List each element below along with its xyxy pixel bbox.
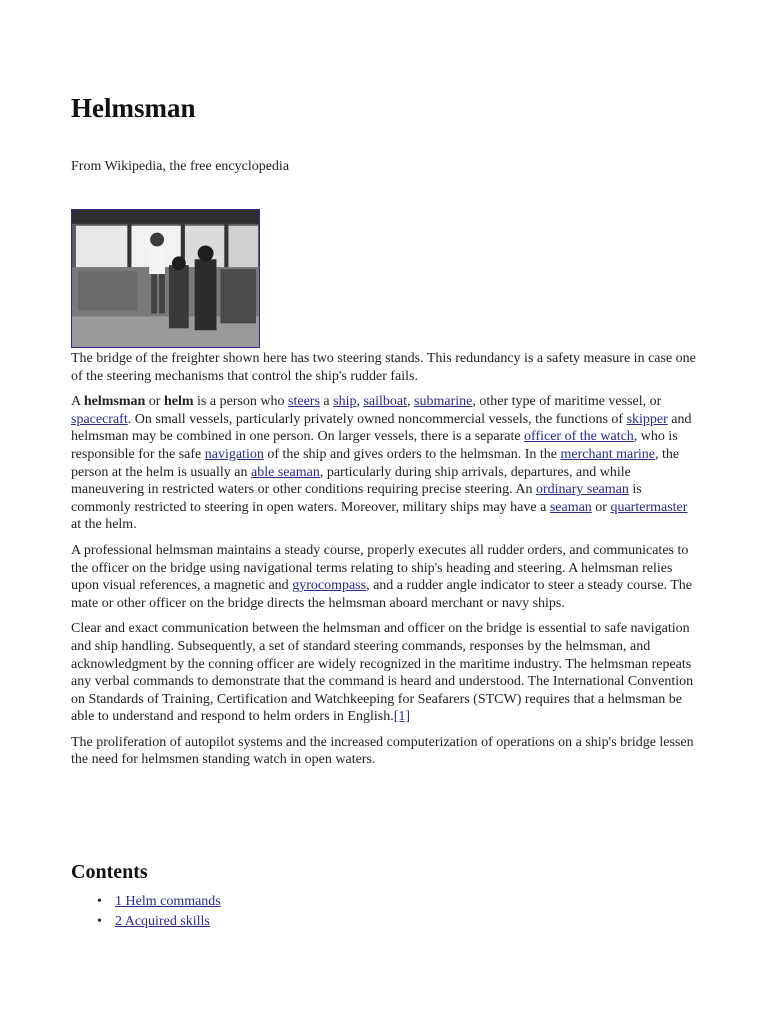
paragraph-autopilot: The proliferation of autopilot systems and the increased computerization of operations on a ship's bridge lessen the need for helmsmen standing watch in open waters. [71,734,694,768]
bridge-photo-image [72,210,259,347]
link-gyrocompass[interactable]: gyrocompass [292,578,367,594]
link-submarine[interactable]: submarine [414,394,473,410]
toc-item [71,912,221,932]
paragraph-intro: A helmsman or helm is a person who steers a ship, sailboat, submarine, other type of maritime vessel, or spacecraft. On small vessels, particularly privately owned noncommercial vessels, the functions of skipper and helmsman may be combined in one person. On larger vessels, there is a separate officer of the watch, who is responsible for the safe navigation of the ship and gives orders to the helmsman. In the merchant marine, the person at the helm is usually an able seaman, particularly during ship arrivals, departures, and while maneuvering in restricted waters or other conditions requiring precise steering. An ordinary seaman is commonly restricted to steering in open waters. Moreover, military ships may have a seaman or quartermaster at the helm. [71,394,692,533]
link-skipper[interactable]: skipper [626,411,668,427]
page-subtitle: From Wikipedia, the free encyclopedia [71,159,290,174]
toc-link-helm-commands[interactable]: 1 Helm commands [115,894,221,909]
link-able-seaman[interactable]: able seaman [251,464,320,480]
bold-term: helmsman [83,394,146,410]
paragraph-communication: Clear and exact communication between the helmsman and officer on the bridge is essential to safe navigation and ship handling. Subsequently, a set of standard steering commands, responses by the helmsman, and acknowledgment by the conning officer are widely recognized in the maritime industry. The helmsman repeats any verbal commands to demonstrate that the command is heard and understood. The International Convention on Standards of Training, Certification and Watchkeeping for Seafarers (STCW) requires that a helmsman be able to understand and respond to helm orders in English.[1] [71,621,694,725]
table-of-contents [71,892,221,932]
link-sailboat[interactable]: sailboat [363,394,408,410]
link-seaman[interactable]: seaman [549,499,592,515]
link-steers[interactable]: steers [288,394,320,410]
toc-link-acquired-skills[interactable]: 2 Acquired skills [115,914,210,929]
toc-item [71,892,221,912]
article-body [71,350,699,777]
figure-caption: The bridge of the freighter shown here has two steering stands. This redundancy is a safety measure in case one of the steering mechanisms that control the ship's rudder fails. [71,351,696,384]
contents-heading: Contents [71,861,148,883]
bullet-icon: • [97,914,102,929]
paragraph-professional: A professional helmsman maintains a steady course, properly executes all rudder orders, and communicates to the officer on the bridge using navigational terms relating to ship's heading and steering. A helmsman relies upon visual references, a magnetic and gyrocompass, and a rudder angle indicator to steer a steady course. The mate or other officer on the bridge directs the helmsman aboard merchant or navy ships. [71,542,692,611]
bullet-icon: • [97,894,102,909]
link-merchant-marine[interactable]: merchant marine [560,446,655,462]
link-ordinary-seaman[interactable]: ordinary seaman [535,482,629,498]
page-title: Helmsman [71,93,196,123]
link-spacecraft[interactable]: spacecraft [71,411,128,427]
link-ship[interactable]: ship [333,394,357,410]
bridge-photo[interactable] [71,209,260,348]
reference-link-1[interactable]: [1] [393,709,411,725]
link-navigation[interactable]: navigation [204,446,264,462]
link-quartermaster[interactable]: quartermaster [610,499,688,515]
bold-term: helm [163,394,194,410]
link-officer-of-the-watch[interactable]: officer of the watch [524,429,634,445]
